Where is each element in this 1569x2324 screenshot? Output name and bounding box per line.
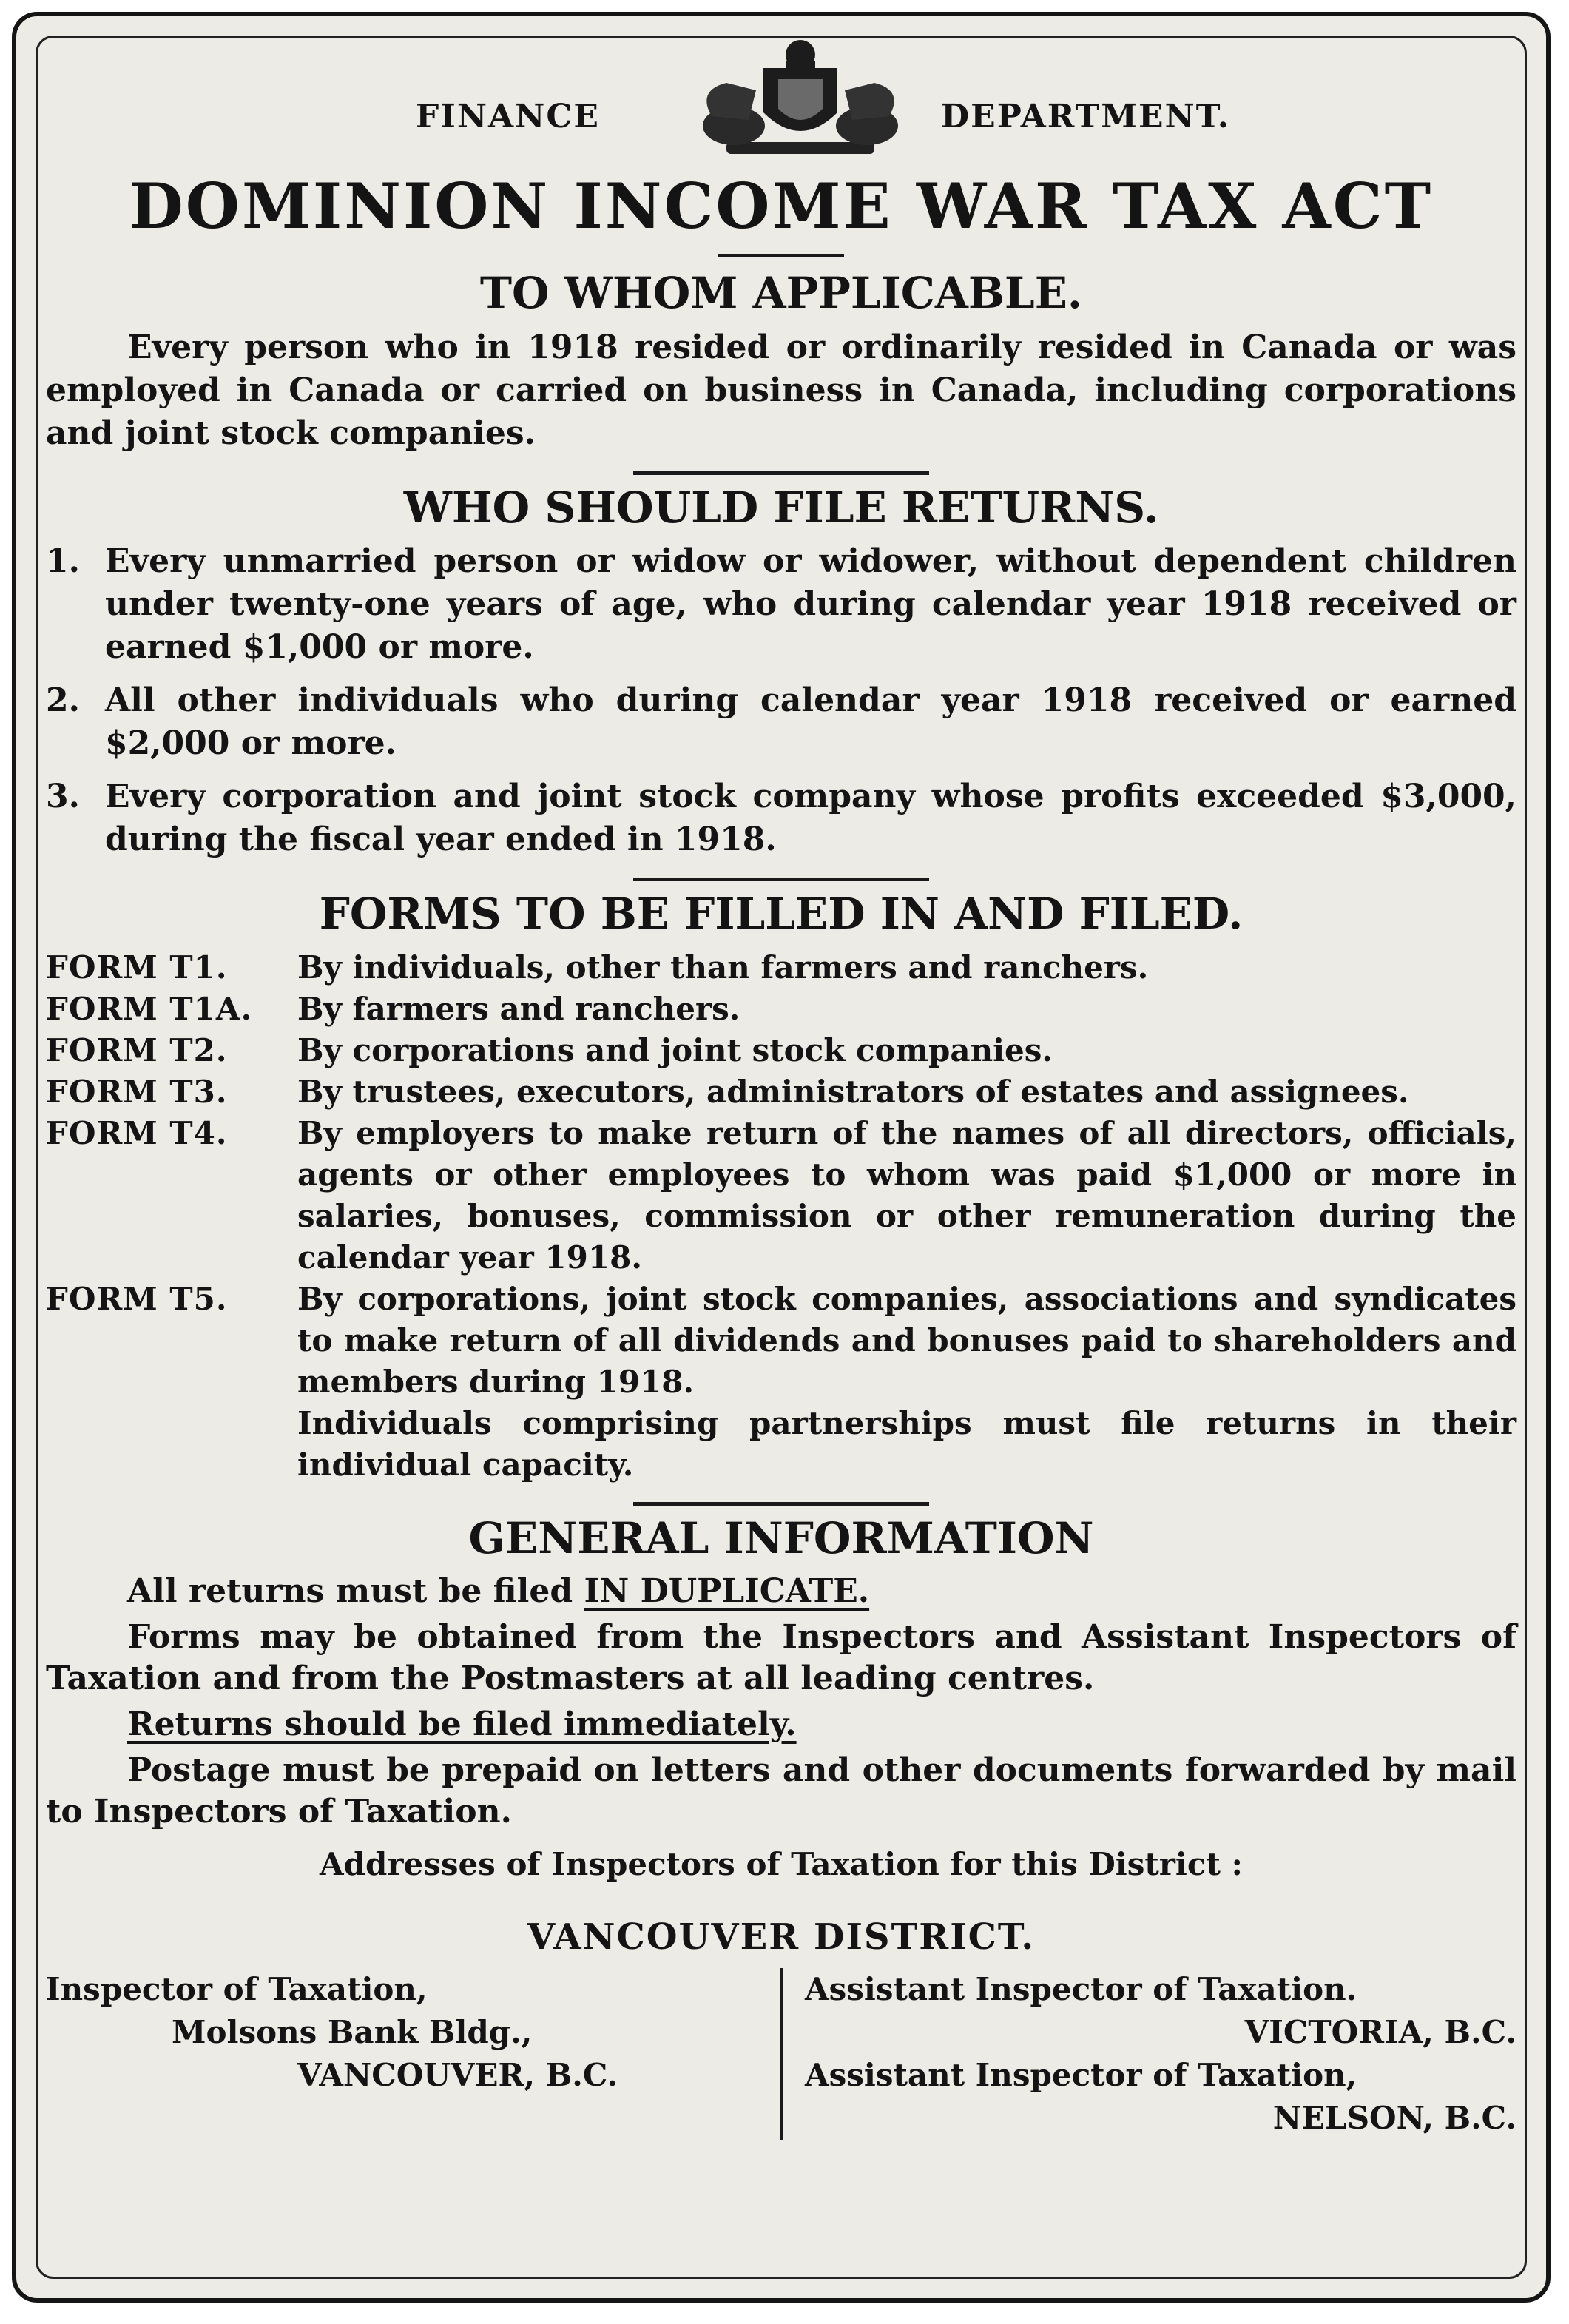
form-text: By trustees, executors, administrators of estates and assignees. (297, 1073, 1409, 1110)
divider (718, 254, 844, 257)
item-text: Every corporation and joint stock company whose profits exceeded $3,000, during the fiscal year ended in 1918. (105, 778, 1516, 858)
forms-obtained: Forms may be obtained from the Inspectors and Assistant Inspectors of Taxation and from the Postmasters at all leading centres. (46, 1618, 1516, 1697)
applicable-heading: TO WHOM APPLICABLE. (479, 268, 1083, 318)
item-number: 3. (46, 778, 80, 815)
form-code: FORM T1. (46, 949, 228, 986)
district-name: VANCOUVER DISTRICT. (527, 1916, 1036, 1958)
district-addresses (46, 1968, 1516, 2140)
addresses-heading: Addresses of Inspectors of Taxation for this District : (320, 1846, 1243, 1882)
general-info (46, 1571, 1516, 1833)
form-code: FORM T4. (46, 1114, 228, 1151)
duplicate-emphasis: IN DUPLICATE. (584, 1572, 870, 1610)
form-code: FORM T3. (46, 1073, 228, 1110)
divider (633, 878, 929, 881)
assistant-title: Assistant Inspector of Taxation. (805, 1971, 1357, 2007)
form-item (46, 1113, 1516, 1279)
form-item (46, 947, 1516, 988)
inspector-title: Inspector of Taxation, (46, 1971, 428, 2007)
assistant-city: NELSON, B.C. (1272, 2100, 1516, 2136)
form-item (46, 1071, 1516, 1113)
applicable-text: Every person who in 1918 resided or ordinarily resided in Canada or was employed in Canada or carried on business in Canada, including corporations and joint stock companies. (46, 328, 1516, 452)
form-text: By employers to make return of the names of all directors, officials, agents or other employees to whom was paid $1,000 or more in salaries, bonuses, commission or other remuneration during the calendar year 1918. (297, 1114, 1516, 1276)
item-number: 1. (46, 542, 80, 580)
page-title: DOMINION INCOME WAR TAX ACT (129, 169, 1434, 243)
header-finance: FINANCE (416, 98, 600, 135)
header (46, 38, 1516, 168)
form-text: By individuals, other than farmers and ranchers. (297, 949, 1149, 986)
file-immediately-line (46, 1704, 1516, 1745)
form-item (46, 1279, 1516, 1403)
file-immediately: Returns should be filed immediately. (127, 1705, 797, 1743)
assistant-addresses (780, 1968, 1516, 2140)
form-code: FORM T5. (46, 1280, 228, 1317)
notice-content (46, 38, 1516, 2140)
item-text: Every unmarried person or widow or widower, without dependent children under twenty-one years of age, who during calendar year 1918 received or earned $1,000 or more. (105, 542, 1516, 666)
form-text: By corporations and joint stock companies. (297, 1031, 1053, 1068)
postage-text: Postage must be prepaid on letters and other documents forwarded by mail to Inspectors of Taxation. (46, 1751, 1516, 1830)
general-heading: GENERAL INFORMATION (468, 1512, 1094, 1563)
forms-heading: FORMS TO BE FILLED IN AND FILED. (319, 889, 1244, 939)
divider (633, 1502, 929, 1506)
returns-item (46, 679, 1516, 765)
item-number: 2. (46, 681, 80, 719)
form-text: By corporations, joint stock companies, associations and syndicates to make return of all dividends and bonuses paid to shareholders and members during 1918. (297, 1280, 1516, 1400)
duplicate-line (46, 1571, 1516, 1612)
inspector-address (46, 1968, 780, 2140)
form-item (46, 1030, 1516, 1071)
form-text: By farmers and ranchers. (297, 990, 740, 1027)
inspector-city: VANCOUVER, B.C. (297, 2057, 618, 2093)
forms-list (46, 947, 1516, 1486)
returns-heading: WHO SHOULD FILE RETURNS. (403, 482, 1159, 533)
header-department: DEPARTMENT. (941, 98, 1231, 135)
item-text: All other individuals who during calendar year 1918 received or earned $2,000 or more. (105, 681, 1516, 762)
form-code: FORM T2. (46, 1031, 228, 1068)
returns-item (46, 540, 1516, 669)
form-item (46, 988, 1516, 1030)
duplicate-prefix: All returns must be filed (127, 1572, 573, 1610)
assistant-title: Assistant Inspector of Taxation, (805, 2057, 1357, 2093)
form-code: FORM T1A. (46, 990, 253, 1027)
assistant-city: VICTORIA, B.C. (1244, 2014, 1516, 2050)
divider (633, 471, 929, 475)
partnership-note: Individuals comprising partnerships must file returns in their individual capacity. (297, 1404, 1516, 1483)
inspector-building: Molsons Bank Bldg., (172, 2014, 533, 2050)
notice-sheet (12, 12, 1551, 2303)
returns-item (46, 775, 1516, 861)
coat-of-arms-icon (682, 38, 919, 164)
